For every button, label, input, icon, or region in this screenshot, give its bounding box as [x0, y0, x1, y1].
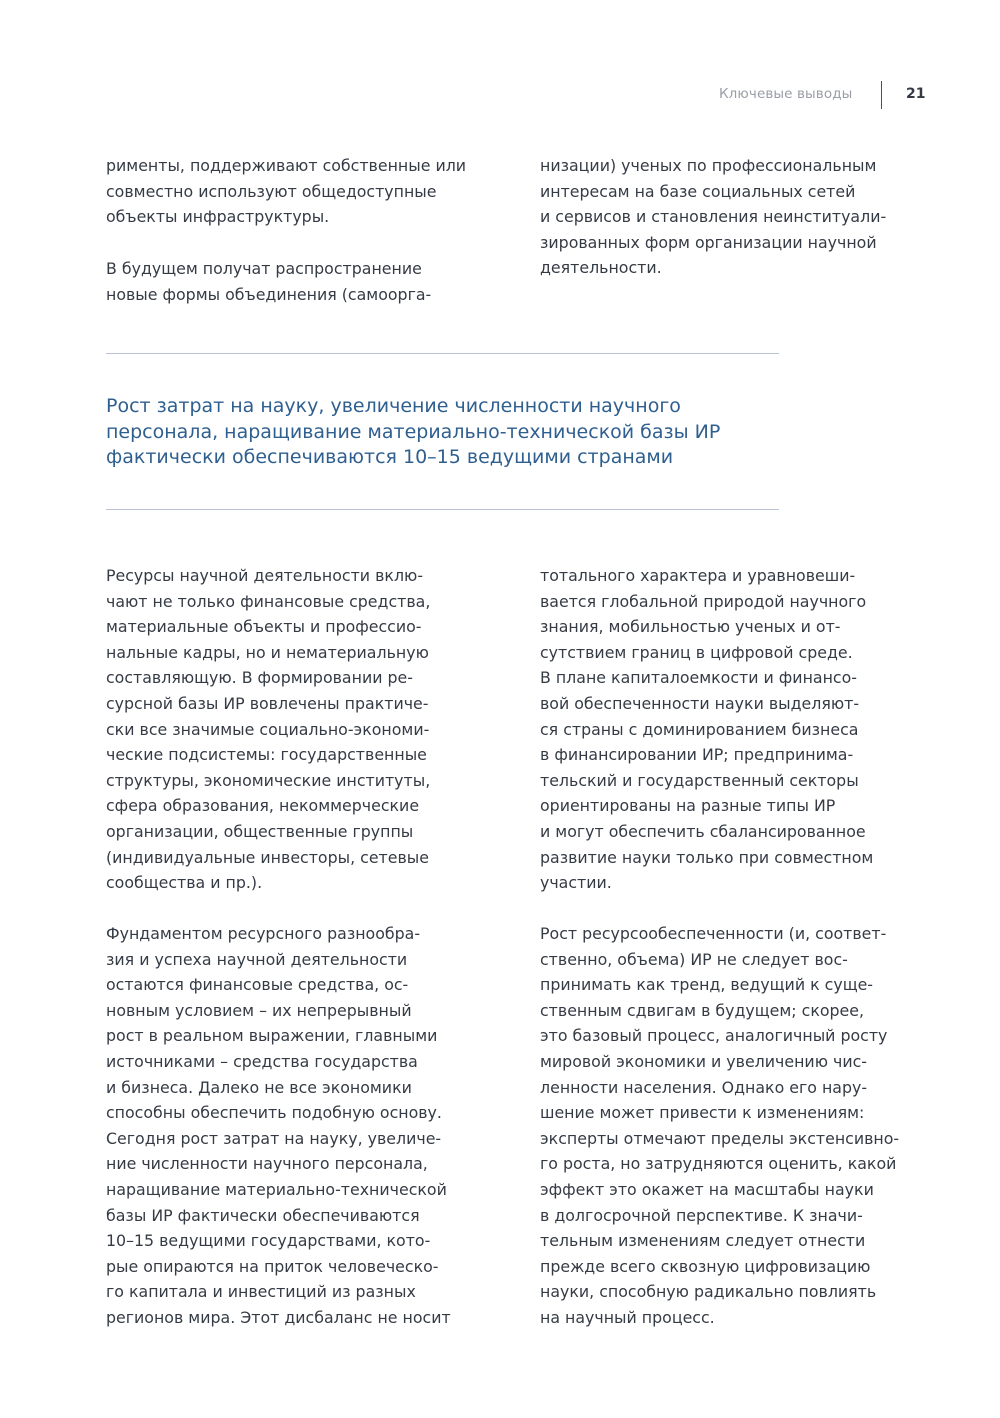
header-divider — [881, 81, 882, 109]
intro-right-paragraph-1: низации) ученых по профессиональным интересам на базе социальных сетей и сервисов и становления неинституали- зированных форм организации научной деятельности. — [540, 156, 887, 278]
pull-quote-top-rule — [106, 353, 779, 354]
pull-quote: Рост затрат на науку, увеличение численности научного персонала, наращивание материально-технической базы ИР фактически обеспечиваются 10–15 ведущими странами — [106, 395, 721, 468]
body-right-paragraph-2: Рост ресурсообеспеченности (и, соответ- ственно, объема) ИР не следует вос- принимать как тренд, ведущий к суще- ственным сдвигам в будущем; скорее, это базовый процесс, аналогичный росту мировой экономики и увеличению чис- ленности населения. Однако его нару- шение может привести к изменениям: эксперты отмечают пределы экстенсивно- го роста, но затрудняются оценить, какой эффект это окажет на масштабы науки в долгосрочной перспективе. К значи- тельным изменениям следует отнести прежде всего сквозную цифровизацию науки, способную радикально повлиять на научный процесс. — [540, 924, 900, 1327]
intro-left-paragraph-2: В будущем получат распространение новые формы объединения (самоорга- — [106, 259, 432, 304]
body-right-paragraph-1: тотального характера и уравновеши- вается глобальной природой научного знания, мобильностью ученых и от- сутствием границ в цифровой среде. В плане капиталоемкости и финансо- вой обеспеченности науки выделяют- ся страны с доминированием бизнеса в финансировании ИР; предпринима- тельский и государственный секторы ориентированы на разные типы ИР и могут обеспечить сбалансированное развитие науки только при совместном участии. — [540, 566, 874, 893]
pull-quote-bottom-rule — [106, 509, 779, 510]
body-left-paragraph-2: Фундаментом ресурсного разнообра- зия и успеха научной деятельности остаются финансовые средства, ос- новным условием – их непрерывный рост в реальном выражении, главными источниками – средства государства и бизнеса. Далеко не все экономики способны обеспечить подобную основу. Сегодня рост затрат на науку, увеличе- ние численности научного персонала, наращивание материально-технической базы ИР фактически обеспечиваются 10–15 ведущими государствами, кото- рые опираются на приток человеческо- го капитала и инвестиций из разных регионов мира. Этот дисбаланс не носит — [106, 924, 451, 1327]
intro-left-paragraph-1: рименты, поддерживают собственные или совместно используют общедоступные объекты инфраструктуры. — [106, 156, 467, 227]
body-left-paragraph-1: Ресурсы научной деятельности вклю- чают не только финансовые средства, материальные объекты и профессио- нальные кадры, но и нематериальную составляющую. В формировании ре- сурсной базы ИР вовлечены практиче- ски все значимые социально-экономи- ческие подсистемы: государственные структуры, экономические институты, сфера образования, некоммерческие организации, общественные группы (индивидуальные инвесторы, сетевые сообщества и пр.). — [106, 566, 431, 893]
running-header-title: Ключевые выводы — [719, 86, 853, 102]
page-number: 21 — [906, 86, 926, 102]
